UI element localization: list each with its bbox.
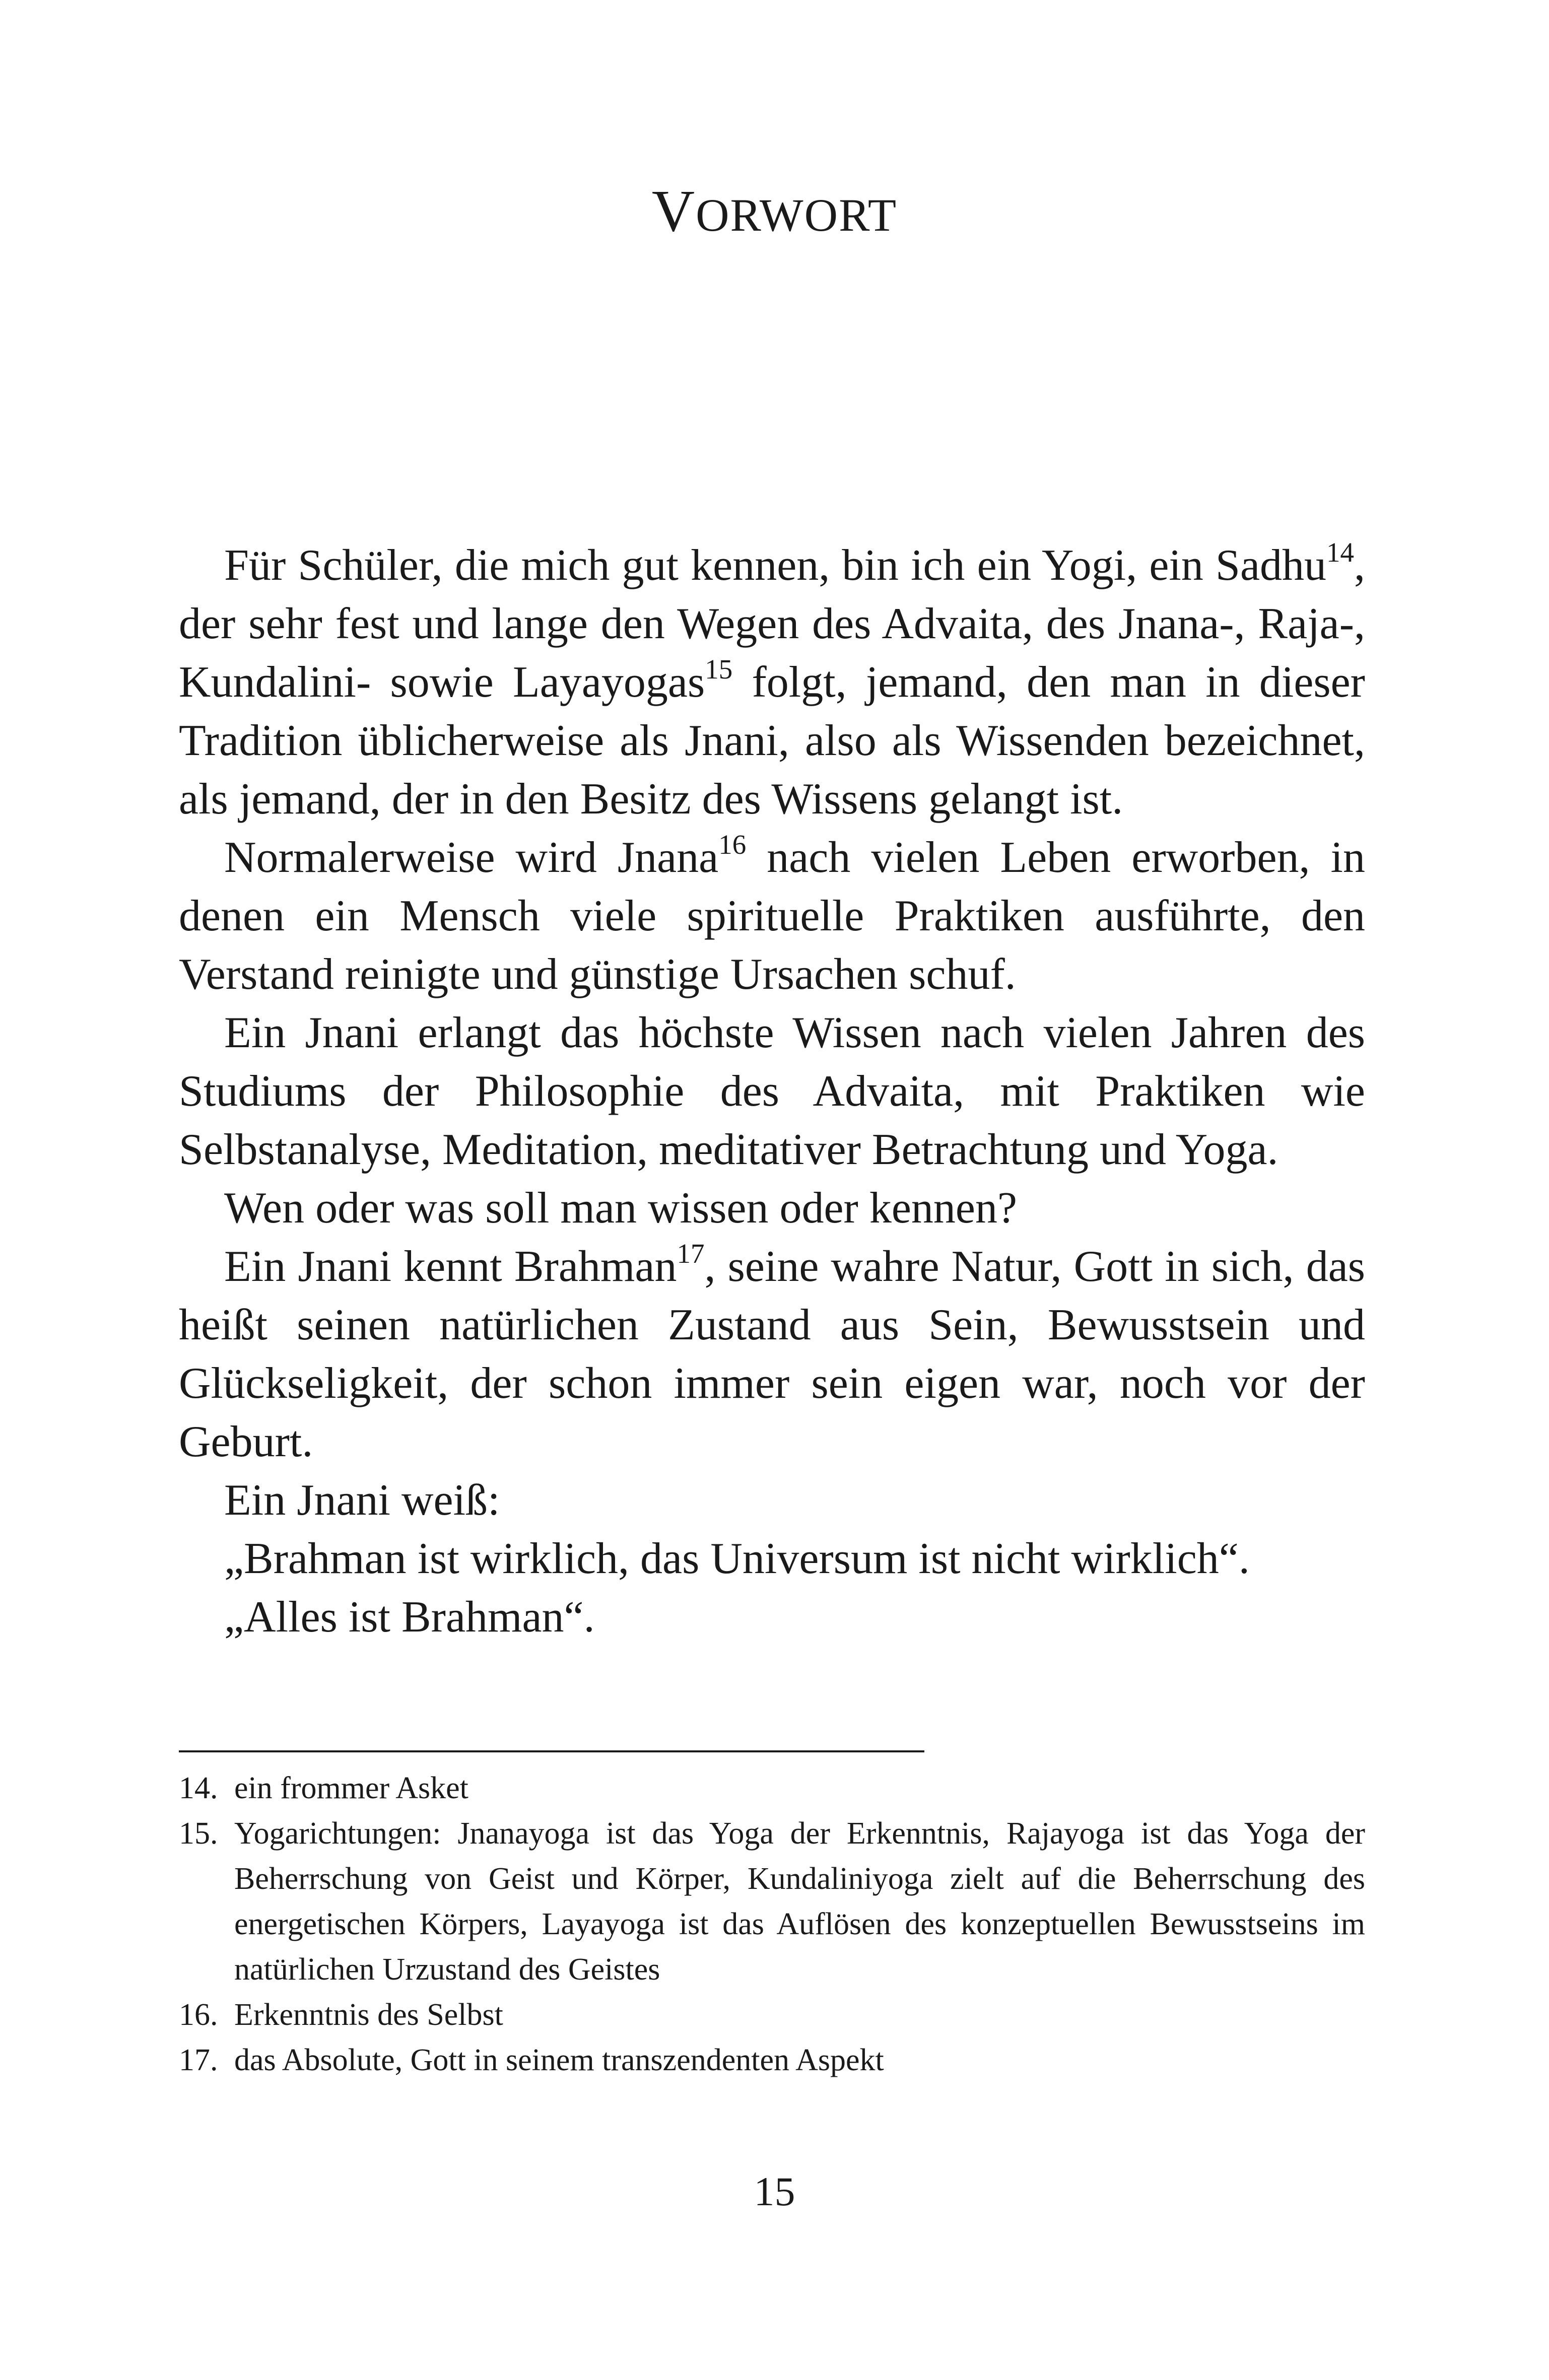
footnote-marker: 14 bbox=[1326, 537, 1354, 568]
footnote bbox=[179, 1765, 1365, 1811]
page-number: 15 bbox=[754, 2168, 795, 2214]
footnote-marker: 16 bbox=[718, 829, 747, 860]
footnotes bbox=[179, 1765, 1365, 2083]
footnote-separator bbox=[179, 1750, 924, 1752]
paragraph bbox=[179, 1238, 1365, 1471]
footnote bbox=[179, 1992, 1365, 2037]
footnote-text: das Absolute, Gott in seinem transzendenten Aspekt bbox=[234, 2043, 884, 2077]
paragraph-text: Für Schüler, die mich gut kennen, bin ich ein Yogi, ein Sadhu bbox=[224, 541, 1326, 590]
paragraph-text: folgt, jemand, den man in dieser Tradition üblicherweise als Jnani, also als Wissenden bezeichnet, als jemand, der in den Besitz des Wissens gelangt ist. bbox=[179, 658, 1365, 824]
body-text bbox=[179, 536, 1365, 1647]
paragraph bbox=[179, 536, 1365, 829]
paragraph bbox=[179, 1179, 1365, 1238]
footnote bbox=[179, 1811, 1365, 1992]
paragraph-text: , seine wahre Natur, Gott in sich, das heißt seinen natürlichen Zustand aus Sein, Bewusstsein und Glückseligkeit, der schon immer sein eigen war, noch vor der Geburt. bbox=[179, 1242, 1365, 1466]
heading-rest: ORWORT bbox=[696, 189, 898, 241]
footnote-number: 15. bbox=[179, 1816, 218, 1851]
chapter-heading bbox=[0, 178, 1549, 244]
footnote-number: 14. bbox=[179, 1771, 218, 1805]
footnote-marker: 17 bbox=[677, 1238, 705, 1269]
paragraph-text: nach vielen Leben erworben, in denen ein Mensch viele spirituelle Praktiken ausführte, den Verstand reinigte und günstige Ursachen schuf. bbox=[179, 833, 1365, 999]
footnote-number: 16. bbox=[179, 1998, 218, 2032]
paragraph bbox=[179, 1530, 1365, 1588]
paragraph bbox=[179, 1471, 1365, 1530]
footnote-number: 17. bbox=[179, 2043, 218, 2077]
footnote bbox=[179, 2037, 1365, 2083]
footnote-marker: 15 bbox=[705, 654, 733, 685]
footnote-text: ein frommer Asket bbox=[234, 1771, 468, 1805]
paragraph-text: Normalerweise wird Jnana bbox=[224, 833, 719, 882]
paragraph bbox=[179, 829, 1365, 1004]
paragraph-text: „Alles ist Brahman“. bbox=[224, 1593, 595, 1642]
paragraph-text: Wen oder was soll man wissen oder kennen? bbox=[224, 1184, 1018, 1233]
paragraph-text: „Brahman ist wirklich, das Universum ist nicht wirklich“. bbox=[224, 1534, 1250, 1583]
paragraph bbox=[179, 1588, 1365, 1647]
footnote-text: Yogarichtungen: Jnanayoga ist das Yoga der Erkenntnis, Rajayoga ist das Yoga der Beherrschung von Geist und Körper, Kundaliniyoga zielt auf die Beherrschung des energetischen Körpers, Layayoga ist das Auflösen des konzeptuellen Bewusstseins im natürlichen Urzustand des Geistes bbox=[234, 1816, 1365, 1987]
paragraph bbox=[179, 1004, 1365, 1179]
paragraph-text: Ein Jnani erlangt das höchste Wissen nach vielen Jahren des Studiums der Philosophie des Advaita, mit Praktiken wie Selbstanalyse, Meditation, meditativer Betrachtung und Yoga. bbox=[179, 1008, 1365, 1174]
paragraph-text: Ein Jnani weiß: bbox=[224, 1476, 500, 1525]
footnote-text: Erkenntnis des Selbst bbox=[234, 1998, 503, 2032]
paragraph-text: , der sehr fest und lange den Wegen des Advaita, des Jnana-, Raja-, Kundalini- sowie Layayogas bbox=[179, 541, 1365, 707]
heading-initial: V bbox=[651, 178, 696, 244]
paragraph-text: Ein Jnani kennt Brahman bbox=[224, 1242, 677, 1291]
